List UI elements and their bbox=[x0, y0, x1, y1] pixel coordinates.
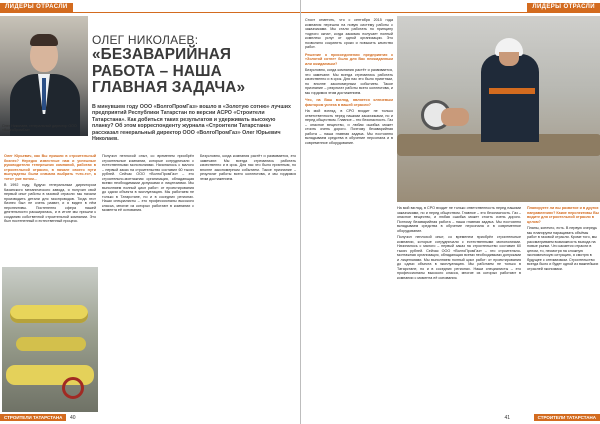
answer-text: На мой взгляд, в СРО входит не только ответственность перед нашими заказчиками, но и перед обществом. Главное – это безопасность. Газ – опасное вещество, и любая ошибка может стоить очень дорого. Поэтому безаварийная работа – наша главная задача. Мы постоянно вкладываем средства в обучение персонала и в современное оборудование. bbox=[305, 109, 393, 145]
answer-text: В 1992 году, будучи генеральным директором Казанского механического завода, я получил свой первый опыт работы в газовой отрасли: мы начали производить детали для газопроводов. Тогда этот бизнес был не очень развит, и я видел в нём перспективы. Постепенно сфера нашей деятельности расширялась, и в итоге мы пришли к созданию собственной строительной компании. Это был постепенный и естественный процесс. bbox=[4, 183, 96, 223]
answer-text: Стоит отметить, что с сентября 2015 года компания перешла на новую систему работы с заказчиками. Мы стали работать по принципу «одного окна», когда заказчик получает полный комплекс услуг от одной организации. Это позволило сократить сроки и повысить качество работ. bbox=[305, 18, 393, 49]
answer-text: Безусловно, когда компания растёт и развивается, это замечают. Мы всегда стремились работать качественно и в срок. Для нас это было приятным, но вполне закономерным событием. Такое признание – результат работы всего коллектива, и мы гордимся этим достижением. bbox=[200, 154, 296, 181]
article-title bbox=[92, 33, 297, 97]
page-number: 40 bbox=[70, 415, 76, 421]
column-3 bbox=[305, 18, 393, 145]
headline: «БЕЗАВАРИЙНАЯ РАБОТА – НАША ГЛАВНАЯ ЗАДАЧА» bbox=[92, 46, 246, 96]
top-rule bbox=[0, 12, 300, 13]
answer-text: Планы, конечно, есть. В первую очередь мы планируем наращивать объёмы работ в газовой отрасли. Кроме того, мы рассматриваем возможность выхода на новые рынки. Что касается отрасли в целом, то, несмотря на сложную экономическую ситуацию, я смотрю в будущее с оптимизмом. Строительство всегда было и будет одной из важнейших отраслей экономики. bbox=[527, 226, 599, 271]
page-number: 41 bbox=[504, 415, 510, 421]
answer-text: Получил неплохой опыт, со временем приобрёл строительные компании, которые сотрудничали с естественными монополиями. Начиналось с малого – первый заказ на строительство составил 60 тысяч рублей. Сейчас ООО «ВолгоПромГаз» – это строительно-монтажная организация, обладающая всеми необходимыми допусками и лицензиями. Мы выполняем полный цикл работ: от проектирования до сдачи объекта в эксплуатацию. Мы работаем не только в Татарстане, но и в соседних регионах. Наши специалисты – это профессионалы высокого класса, многие из которых работают в компании с момента её основания. bbox=[102, 154, 194, 212]
top-rule bbox=[301, 12, 600, 13]
column-2 bbox=[102, 154, 194, 213]
magazine-footer: СТРОИТЕЛИ ТАТАРСТАНА bbox=[0, 414, 66, 421]
interviewee-name: ОЛЕГ НИКОЛАЕВ: bbox=[92, 33, 199, 47]
question: Что, на Ваш взгляд, является ключевым фактором успеха в вашей отрасли? bbox=[305, 98, 393, 107]
worker-photo bbox=[397, 16, 600, 202]
question: Олег Юрьевич, как Вы пришли в строительный бизнес? Нередко известные нам и успешные руководители теперешних компаний, работая в строительной отрасли, в начале своего пути вынуждены были сначала выбрать «что-то», а «кто» уже потом… bbox=[4, 154, 96, 181]
answer-text: Получил неплохой опыт, со временем приобрёл строительные компании, которые сотрудничали с естественными монополиями. Начиналось с малого – первый заказ на строительство составил 60 тысяч рублей. Сейчас ООО «ВолгоПромГаз» – это строительно-монтажная организация, обладающая всеми необходимыми допусками и лицензиями. Мы выполняем полный цикл работ: от проектирования до сдачи объекта в эксплуатацию. Мы работаем не только в Татарстане, но и в соседних регионах. Наши специалисты – это профессионалы высокого класса, многие из которых работают в компании с момента её основания. bbox=[397, 235, 521, 280]
answer-text: На мой взгляд, в СРО входит не только ответственность перед нашими заказчиками, но и перед обществом. Главное – это безопасность. Газ – опасное вещество, и любая ошибка может стоить очень дорого. Поэтому безаварийная работа – наша главная задача. Мы постоянно вкладываем средства в обучение персонала и в современное оборудование. bbox=[397, 206, 521, 233]
column-4 bbox=[397, 206, 521, 280]
sidebar-interview bbox=[527, 206, 599, 271]
section-tag: ЛИДЕРЫ ОТРАСЛИ bbox=[527, 3, 600, 12]
magazine-footer: СТРОИТЕЛИ ТАТАРСТАНА bbox=[534, 414, 600, 421]
question: Решение о присоединении предприятия к «Золотой сотне» было для Вас неожиданным или ожидаемым? bbox=[305, 52, 393, 66]
photo-caption: Олег Николаев, генеральный директор ООО «ВолгоПромГаз» bbox=[2, 124, 77, 133]
lead-paragraph: В минувшем году ООО «ВолгоПромГаз» вошло в «Золотую сотню» лучших предприятий Республики Татарстан по версии АСРО «Строители Татарстана». Как добиться таких результатов и удерживать высокую планку? Об этом корреспонденту журнала «Строители Татарстана» рассказал генеральный директор ООО «ВолгоПромГаз» Олег Юрьевич Николаев. bbox=[92, 104, 291, 143]
question: Планируете ли вы развитие и в других направлениях? Какие перспективы Вы видите для строительной отрасли в целом? bbox=[527, 206, 599, 224]
pipes-photo bbox=[2, 267, 98, 412]
section-tag: ЛИДЕРЫ ОТРАСЛИ bbox=[0, 3, 73, 12]
column-1 bbox=[4, 154, 96, 224]
company-logo bbox=[489, 88, 535, 94]
column-2b bbox=[200, 154, 296, 181]
right-page bbox=[300, 0, 600, 424]
portrait-photo bbox=[0, 16, 88, 136]
answer-text: Безусловно, когда компания растёт и развивается, это замечают. Мы всегда стремились работать качественно и в срок. Для нас это было приятным, но вполне закономерным событием. Такое признание – результат работы всего коллектива, и мы гордимся этим достижением. bbox=[305, 68, 393, 95]
